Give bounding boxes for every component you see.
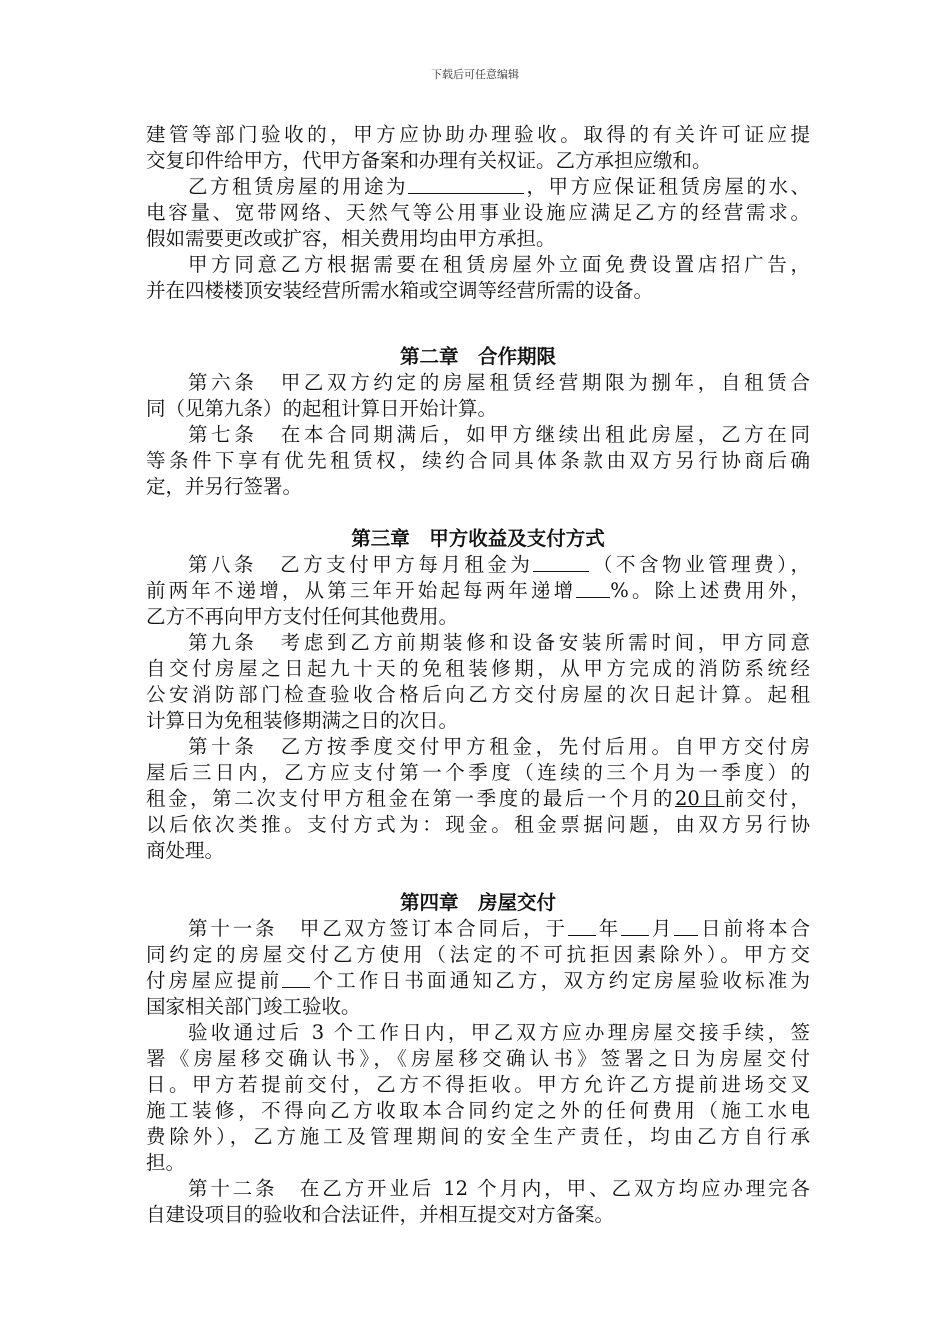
intro-line-5: 假如需要更改或扩容，相关费用均由甲方承担。 <box>146 227 556 250</box>
ch4-line-8: 施工装修，不得向乙方收取本合同约定之外的任何费用（施工水电 <box>146 1099 810 1122</box>
ch3-line-11: 以后依次类推。支付方式为：现金。租金票据问题，由双方另行协 <box>146 813 810 836</box>
ch4-line-10: 担。 <box>146 1151 186 1174</box>
ch3-line-4: 第九条 考虑到乙方前期装修和设备安装所需时间，甲方同意 <box>188 631 810 654</box>
workdays-blank <box>282 969 310 988</box>
intro-line-7: 并在四楼楼顶安装经营所需水箱或空调等经营所需的设备。 <box>146 279 654 302</box>
ch3-line-12: 商处理。 <box>146 839 225 862</box>
ch4-delivery-date-line: 第十一条 甲乙双方签订本合同后，于 年 月 日前将本合 <box>188 917 810 940</box>
intro-line-2: 交复印件给甲方，代甲方备案和办理有关权证。乙方承担应缴和。 <box>146 149 712 172</box>
chapter-3-title: 第三章 甲方收益及支付方式 <box>351 527 605 550</box>
intro-line-4: 电容量、宽带网络、天然气等公用事业设施应满足乙方的经营需求。 <box>146 201 810 224</box>
ch2-line-2: 同（见第九条）的起租计算日开始计算。 <box>146 397 498 420</box>
chapter-4-title: 第四章 房屋交付 <box>399 891 556 914</box>
ch4-line-9: 费除外），乙方施工及管理期间的安全生产责任，均由乙方自行承 <box>146 1125 810 1148</box>
document-body <box>146 122 810 1228</box>
ch4-notice-line: 付房屋应提前 个工作日书面通知乙方，双方约定房屋验收标准为 <box>146 969 810 992</box>
ch3-line-9: 屋后三日内，乙方应支付第一个季度（连续的三个月为一季度）的 <box>146 761 810 784</box>
month-blank <box>621 917 649 936</box>
intro-line-1: 建管等部门验收的，甲方应协助办理验收。取得的有关许可证应提 <box>146 123 810 146</box>
chapter-2-title: 第二章 合作期限 <box>399 345 556 368</box>
ch4-line-11: 第十二条 在乙方开业后 12 个月内，甲、乙双方均应办理完各 <box>188 1177 810 1200</box>
ch3-payment-date-line: 租金，第二次支付甲方租金在第一季度的最后一个月的20日前交付， <box>146 787 810 810</box>
ch2-line-3: 第七条 在本合同期满后，如甲方继续出租此房屋，乙方在同 <box>188 423 810 446</box>
ch2-line-1: 第六条 甲乙双方约定的房屋租赁经营期限为捌年，自租赁合 <box>188 371 810 394</box>
ch4-line-6: 署《房屋移交确认书》，《房屋移交确认书》签署之日为房屋交付 <box>146 1047 810 1070</box>
rent-blank <box>533 553 589 572</box>
ch3-line-7: 计算日为免租装修期满之日的次日。 <box>146 709 459 732</box>
header-note: 下载后可任意编辑 <box>431 68 519 81</box>
percent-blank <box>576 579 610 598</box>
ch2-line-5: 定，并另行签署。 <box>146 475 303 498</box>
ch3-rent-clause: 第八条 乙方支付甲方每月租金为 （不含物业管理费）， <box>188 553 810 576</box>
ch3-increase-clause: 前两年不递增，从第三年开始起每两年递增 %。除上述费用外， <box>146 579 810 602</box>
ch2-line-4: 等条件下享有优先租赁权，续约合同具体条款由双方另行协商后确 <box>146 449 810 472</box>
ch4-line-7: 日。甲方若提前交付，乙方不得拒收。甲方允许乙方提前进场交叉 <box>146 1073 810 1096</box>
year-blank <box>568 917 596 936</box>
intro-line-6: 甲方同意乙方根据需要在租赁房屋外立面免费设置店招广告， <box>188 253 810 276</box>
day-blank <box>674 917 698 936</box>
usage-clause: 乙方租赁房屋的用途为 ，甲方应保证租赁房屋的水、 <box>188 175 810 198</box>
ch4-line-12: 自建设项目的验收和合法证件，并相互提交对方备案。 <box>146 1203 615 1226</box>
ch3-line-5: 自交付房屋之日起九十天的免租装修期，从甲方完成的消防系统经 <box>146 657 810 680</box>
ch3-line-6: 公安消防部门检查验收合格后向乙方交付房屋的次日起计算。起租 <box>146 683 810 706</box>
ch4-line-4: 国家相关部门竣工验收。 <box>146 995 361 1018</box>
ch3-line-3: 乙方不再向甲方支付任何其他费用。 <box>146 605 459 628</box>
ch4-line-2: 同约定的房屋交付乙方使用（法定的不可抗拒因素除外）。甲方交 <box>146 943 810 966</box>
ch3-line-8: 第十条 乙方按季度交付甲方租金，先付后用。自甲方交付房 <box>188 735 810 758</box>
usage-blank <box>408 175 524 194</box>
ch4-line-5: 验收通过后 3 个工作日内，甲乙双方应办理房屋交接手续，签 <box>188 1021 810 1044</box>
payment-day: 20日 <box>674 787 725 810</box>
